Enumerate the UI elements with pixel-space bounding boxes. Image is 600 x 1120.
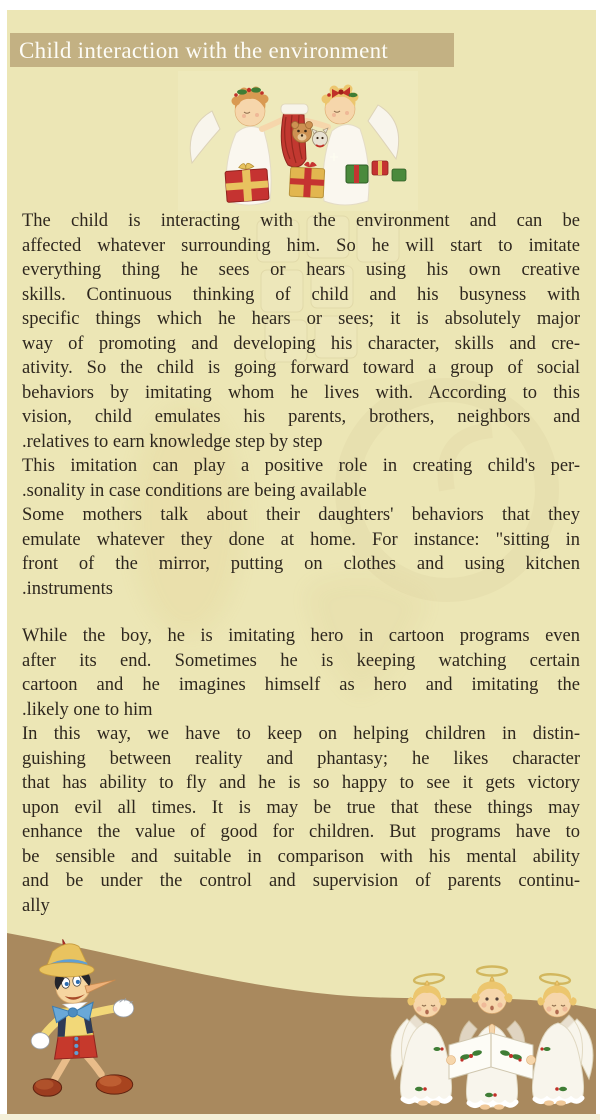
- page-title: Child interaction with the environment: [19, 38, 389, 63]
- text-line: vision, child emulates his parents, brothers, neighbors and: [22, 407, 580, 427]
- pinocchio-illustration: [20, 935, 152, 1103]
- text-line: be sensible and suitable in comparison with his mental ability: [22, 846, 580, 867]
- text-line: everything thing he sees or hears using his own creative: [22, 260, 580, 280]
- text-line: .likely one to him: [22, 699, 153, 720]
- text-line: after its end. Sometimes he is keeping watching certain: [22, 650, 580, 671]
- text-line: affected whatever surrounding him. So he will start to imitate: [22, 235, 580, 256]
- shoe-icon: [33, 1075, 133, 1096]
- text-line: and be under the control and supervision of parents continu-: [22, 871, 580, 891]
- text-line: .sonality in case conditions are being available: [22, 480, 367, 501]
- text-line: enhance the value of good for children. But programs have to: [22, 822, 580, 842]
- paragraph: [22, 722, 580, 918]
- text-line: behaviors by imitating whom he lives with. According to this: [22, 382, 580, 403]
- page: [7, 10, 596, 1114]
- paragraph: [22, 503, 580, 601]
- title-bar: [10, 33, 454, 67]
- text-line: skills. Continuous thinking of child and his busyness with: [22, 284, 580, 305]
- text-line: specific things which he hears or sees; it is absolutely major: [22, 309, 580, 329]
- body-text: [22, 209, 580, 918]
- top-angels-illustration: [178, 71, 418, 211]
- text-line: that has ability to fly and he is so happy to see it gets victory: [22, 773, 580, 793]
- text-line: While the boy, he is imitating hero in cartoon programs even: [22, 626, 580, 646]
- text-line: way of promoting and developing his character, skills and cre-: [22, 333, 580, 354]
- text-line: In this way, we have to keep on helping children in distin-: [22, 724, 580, 744]
- glove-icon: [31, 1033, 49, 1049]
- text-line: .instruments: [22, 578, 113, 599]
- text-line: cartoon and he imagines himself as hero and imitating the: [22, 675, 580, 695]
- paragraph: [22, 624, 580, 722]
- paragraph: [22, 209, 580, 454]
- paragraph: [22, 454, 580, 503]
- text-line: guishing between reality and phantasy; he likes character: [22, 748, 580, 769]
- text-line: ativity. So the child is going forward toward a group of social: [22, 358, 580, 378]
- frame-bottom: [0, 1114, 600, 1120]
- text-line: ally: [22, 895, 50, 916]
- text-line: .relatives to earn knowledge step by step: [22, 431, 323, 452]
- hat-icon: [39, 944, 94, 977]
- singing-angels-illustration: [385, 957, 596, 1113]
- text-line: Some mothers talk about their daughters' behaviors that they: [22, 505, 580, 525]
- pinocchio-character: [31, 939, 134, 1096]
- text-line: upon evil all times. It is may be true that these things may: [22, 797, 580, 818]
- text-line: front of the mirror, putting on clothes and using kitchen: [22, 554, 580, 574]
- text-line: The child is interacting with the environment and can be: [22, 211, 580, 231]
- text-line: This imitation can play a positive role in creating child's per-: [22, 456, 580, 476]
- teddy-bear-icon: [292, 122, 313, 143]
- text-line: emulate whatever they done at home. For instance: "sitting in: [22, 529, 580, 550]
